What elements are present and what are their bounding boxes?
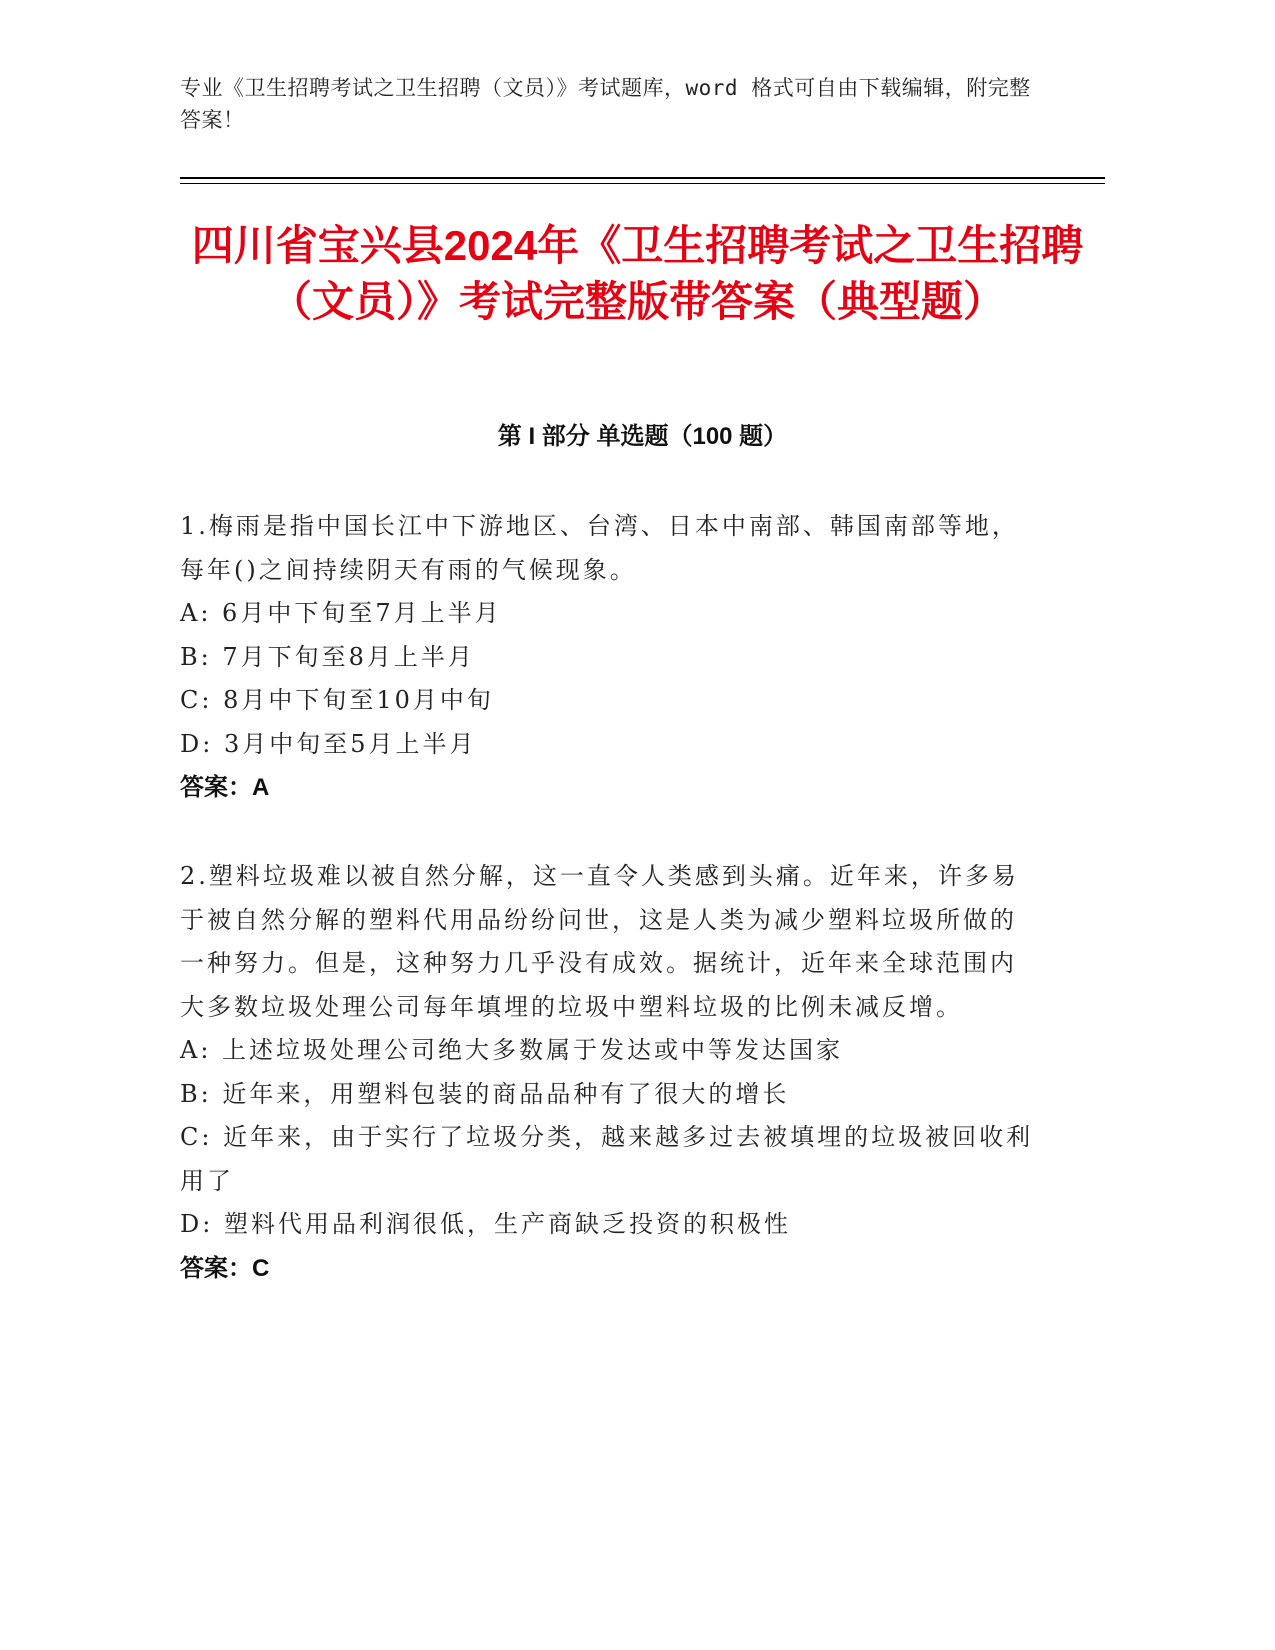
option-a: A: 上述垃圾处理公司绝大多数属于发达或中等发达国家 — [180, 1036, 844, 1064]
option-b: B: 近年来，用塑料包装的商品品种有了很大的增长 — [180, 1079, 790, 1108]
answer-label: 答案：C — [180, 1254, 270, 1282]
option-c: C: 8月中下旬至10月中旬 — [180, 686, 494, 714]
option-a: A: 6月中下旬至7月上半月 — [180, 599, 502, 627]
option-b: B: 7月下旬至8月上半月 — [180, 642, 475, 671]
header-rule-thick — [180, 177, 1105, 179]
option-d: D: 塑料代用品利润很低，生产商缺乏投资的积极性 — [180, 1210, 791, 1238]
question-1 — [180, 505, 1040, 810]
section-heading: 第 I 部分 单选题（100 题） — [497, 423, 788, 450]
question-stem: 2.塑料垃圾难以被自然分解，这一直令人类感到头痛。近年来，许多易于被自然分解的塑料代用品纷纷问世，这是人类为减少塑料垃圾所做的一种努力。但是，这种努力几乎没有成效。据统计，近年来全球范围内大多数垃圾处理公司每年填埋的垃圾中塑料垃圾的比例未减反增。 — [180, 862, 1019, 1021]
header-rule-thin — [180, 183, 1105, 184]
question-2 — [180, 855, 1040, 1290]
answer-label: 答案：A — [180, 774, 270, 801]
option-c: C: 近年来，由于实行了垃圾分类，越来越多过去被填埋的垃圾被回收利用了 — [180, 1123, 1034, 1195]
header-note: 专业《卫生招聘考试之卫生招聘（文员）》考试题库，word 格式可自由下载编辑，附完整答案！ — [180, 76, 1031, 132]
option-d: D: 3月中旬至5月上半月 — [180, 729, 477, 758]
document-title: 四川省宝兴县2024年《卫生招聘考试之卫生招聘（文员）》考试完整版带答案（典型题） — [191, 222, 1084, 325]
question-stem: 1.梅雨是指中国长江中下游地区、台湾、日本中南部、韩国南部等地，每年()之间持续阴天有雨的气候现象。 — [180, 512, 1019, 584]
